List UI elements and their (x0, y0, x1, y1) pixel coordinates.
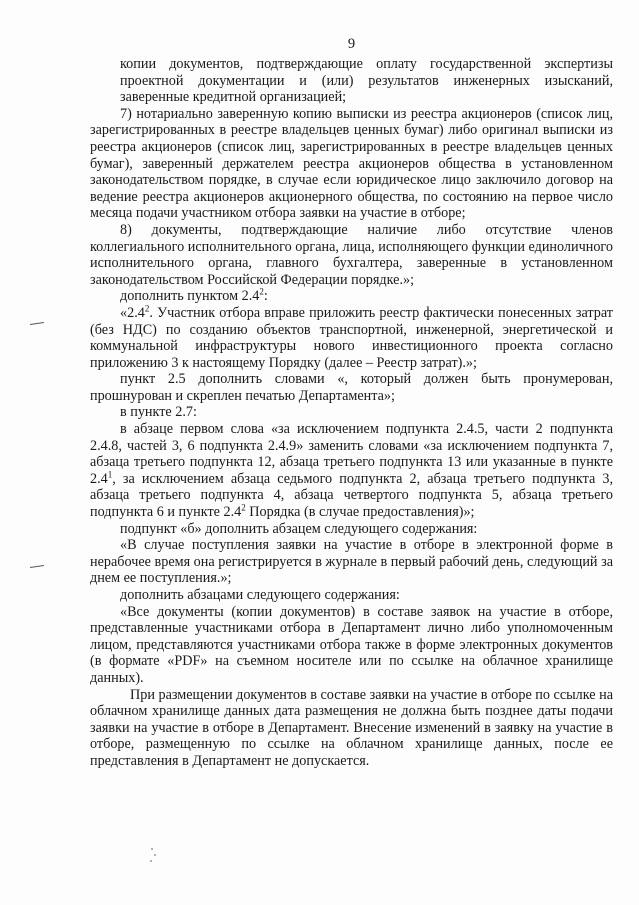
margin-mark-bottom (30, 565, 44, 568)
scan-smudge (148, 846, 158, 866)
paragraph: подпункт «б» дополнить абзацем следующего содержания: (120, 520, 478, 537)
paragraph: в пункте 2.7: (120, 404, 197, 421)
document-body (90, 56, 613, 770)
paragraph: в абзаце первом слова «за исключением подпункта 2.4.5, части 2 подпункта 2.4.8, частей 3, 6 подпункта 2.4.9» заменить словами «за исключением подпункта 7, абзаца третьего подпункта 12, абзаца третьего подпункта 13 или указанные в пункте $2.4^1$, за исключением абзаца седьмого подпункта 2, абзаца третьего подпункта 3, абзаца третьего подпункта 4, абзаца четвертого подпункта 5, абзаца третьего подпункта 6 и пункте $2.4^2$ Порядка (в случае предоставления)»; (90, 421, 613, 521)
paragraph: 8) документы, подтверждающие наличие либо отсутствие членов коллегиального исполнительного органа, лица, исполняющего функции единоличного исполнительного органа, главного бухгалтера, заверенные в установленном законодательством Российской Федерации порядке.»; (90, 221, 613, 288)
page-number: 9 (347, 36, 356, 52)
paragraph: При размещении документов в составе заявки на участие в отборе по ссылке на облачном хранилище данных дата размещения не должна быть позднее даты подачи заявки на участие в отборе в Департамент. Внесение изменений в заявку на участие в отборе, размещенную по ссылке на облачном хранилище данных, после ее представления в Департамент не допускается. (90, 686, 614, 769)
paragraph: 7) нотариально заверенную копию выписки из реестра акционеров (список лиц, зарегистрированных в реестре владельцев ценных бумаг) либо оригинал выписки из реестра акционеров (список лиц, зарегистрированных в реестре владельцев ценных бумаг), заверенный держателем реестра акционеров общества в установленном законодательством порядке, в случае если юридическое лицо заключило договор на ведение реестра акционеров акционерного общества, по состоянию на первое число месяца подачи участником отбора заявки на участие в отборе; (90, 105, 613, 222)
paragraph: «В случае поступления заявки на участие в отборе в электронной форме в нерабочее время она регистрируется в журнале в первый рабочий день, следующий за днем ее поступления.»; (90, 537, 613, 587)
margin-mark-top (30, 322, 44, 325)
paragraph: дополнить абзацами следующего содержания: (120, 587, 400, 603)
paragraph: дополнить пунктом $2.4^2$: (120, 286, 268, 305)
paragraph: «Все документы (копии документов) в составе заявок на участие в отборе, представленные участниками отбора в Департамент лично либо уполномоченным лицом, представляются участниками отбора также в форме электронных документов (в формате «PDF» на съемном носителе или по ссылке на облачное хранилище данных). (90, 603, 613, 686)
paragraph: пункт 2.5 дополнить словами «, который должен быть пронумерован, прошнурован и скреплен печатью Департамента»; (90, 371, 613, 404)
paragraph: «$2.4^2$. Участник отбора вправе приложить реестр фактически понесенных затрат (без НДС) по созданию объектов транспортной, инженерной, энергетической и коммунальной инфраструктуры нового инвестиционного проекта согласно приложению 3 к настоящему Порядку (далее – Реестр затрат).»; (90, 303, 613, 371)
paragraph: копии документов, подтверждающие оплату государственной экспертизы проектной документации и (или) результатов инженерных изысканий, заверенные кредитной организацией; (120, 56, 613, 106)
